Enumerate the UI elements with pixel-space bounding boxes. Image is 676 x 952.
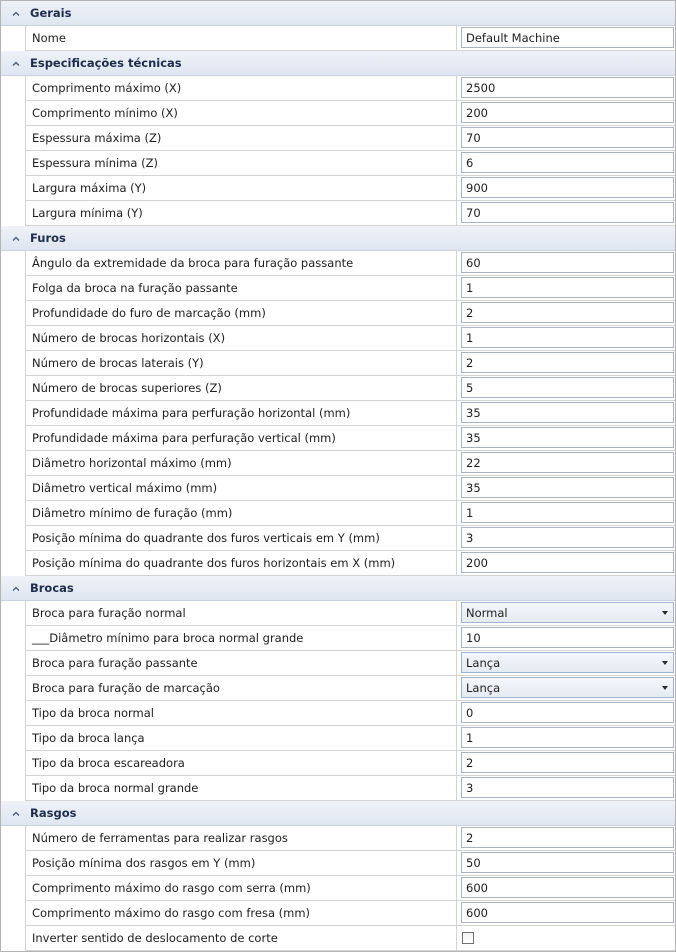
property-row [1, 351, 675, 376]
property-row [1, 151, 675, 176]
row-gutter [1, 926, 25, 951]
property-row [1, 76, 675, 101]
property-value-cell [457, 826, 675, 851]
property-value-cell [457, 601, 675, 626]
property-value-cell [457, 526, 675, 551]
row-gutter [1, 451, 25, 476]
property-name: Inverter sentido de deslocamento de corte [25, 926, 457, 951]
property-row [1, 201, 675, 226]
property-row [1, 176, 675, 201]
property-name: Posição mínima dos rasgos em Y (mm) [25, 851, 457, 876]
row-gutter [1, 201, 25, 226]
property-name: Número de brocas horizontais (X) [25, 326, 457, 351]
property-row [1, 501, 675, 526]
property-value-input[interactable]: 3 [461, 777, 674, 798]
property-row [1, 751, 675, 776]
property-value-cell [457, 26, 675, 51]
property-row [1, 476, 675, 501]
property-value-input[interactable]: 35 [461, 402, 674, 423]
property-value-cell [457, 251, 675, 276]
row-gutter [1, 876, 25, 901]
property-name: Broca para furação normal [25, 601, 457, 626]
property-value-input[interactable]: 1 [461, 277, 674, 298]
property-value-input[interactable]: 600 [461, 902, 674, 923]
property-name: Largura máxima (Y) [25, 176, 457, 201]
property-value-input[interactable]: 70 [461, 127, 674, 148]
property-row [1, 851, 675, 876]
row-gutter [1, 376, 25, 401]
property-name: Ângulo da extremidade da broca para furação passante [25, 251, 457, 276]
property-name: Folga da broca na furação passante [25, 276, 457, 301]
property-name: Posição mínima do quadrante dos furos horizontais em X (mm) [25, 551, 457, 576]
property-name: ___Diâmetro mínimo para broca normal grande [25, 626, 457, 651]
row-gutter [1, 301, 25, 326]
row-gutter [1, 26, 25, 51]
property-row [1, 376, 675, 401]
property-name: Broca para furação de marcação [25, 676, 457, 701]
property-name: Profundidade do furo de marcação (mm) [25, 301, 457, 326]
row-gutter [1, 101, 25, 126]
property-value-cell [457, 851, 675, 876]
property-value-input[interactable]: 60 [461, 252, 674, 273]
row-gutter [1, 826, 25, 851]
dropdown-value: Normal [466, 606, 508, 620]
property-value-cell [457, 401, 675, 426]
property-value-cell [457, 101, 675, 126]
property-value-input[interactable]: 200 [461, 552, 674, 573]
property-row [1, 451, 675, 476]
chevron-down-icon[interactable] [662, 661, 668, 665]
property-value-input[interactable]: Default Machine [461, 27, 674, 48]
property-name: Comprimento máximo do rasgo com serra (mm) [25, 876, 457, 901]
property-row [1, 876, 675, 901]
property-value-input[interactable]: 0 [461, 702, 674, 723]
property-value-input[interactable]: 2 [461, 827, 674, 848]
property-value-cell [457, 276, 675, 301]
property-value-cell [457, 901, 675, 926]
row-gutter [1, 351, 25, 376]
collapse-chevron-icon[interactable] [11, 233, 21, 243]
property-row [1, 926, 675, 951]
property-name: Nome [25, 26, 457, 51]
property-value-input[interactable]: 200 [461, 102, 674, 123]
property-row [1, 276, 675, 301]
property-value-input[interactable]: 35 [461, 427, 674, 448]
row-gutter [1, 601, 25, 626]
property-name: Profundidade máxima para perfuração vertical (mm) [25, 426, 457, 451]
property-value-input[interactable]: 1 [461, 727, 674, 748]
property-name: Tipo da broca normal [25, 701, 457, 726]
dropdown-value: Lança [466, 656, 501, 670]
property-dropdown[interactable] [461, 677, 674, 698]
property-name: Espessura mínima (Z) [25, 151, 457, 176]
property-value-cell [457, 651, 675, 676]
property-row [1, 676, 675, 701]
property-name: Diâmetro horizontal máximo (mm) [25, 451, 457, 476]
property-name: Broca para furação passante [25, 651, 457, 676]
row-gutter [1, 551, 25, 576]
property-value-cell [457, 776, 675, 801]
property-dropdown[interactable] [461, 652, 674, 673]
row-gutter [1, 326, 25, 351]
property-value-cell [457, 151, 675, 176]
row-gutter [1, 851, 25, 876]
row-gutter [1, 476, 25, 501]
property-name: Comprimento máximo (X) [25, 76, 457, 101]
category-header-gerais[interactable] [1, 1, 675, 26]
category-title: Brocas [30, 581, 74, 595]
property-row [1, 601, 675, 626]
property-value-cell [457, 376, 675, 401]
row-gutter [1, 701, 25, 726]
property-row [1, 551, 675, 576]
property-value-cell [457, 351, 675, 376]
property-value-input[interactable]: 50 [461, 852, 674, 873]
row-gutter [1, 676, 25, 701]
property-row [1, 726, 675, 751]
property-name: Número de brocas superiores (Z) [25, 376, 457, 401]
property-value-input[interactable]: 600 [461, 877, 674, 898]
property-value-cell [457, 501, 675, 526]
property-value-cell [457, 726, 675, 751]
row-gutter [1, 901, 25, 926]
property-value-input[interactable]: 1 [461, 502, 674, 523]
property-checkbox[interactable] [462, 932, 474, 944]
category-header-furos[interactable] [1, 226, 675, 251]
property-name: Tipo da broca escareadora [25, 751, 457, 776]
collapse-chevron-icon[interactable] [11, 8, 21, 18]
property-value-input[interactable]: 2 [461, 752, 674, 773]
property-row [1, 526, 675, 551]
row-gutter [1, 251, 25, 276]
property-name: Diâmetro mínimo de furação (mm) [25, 501, 457, 526]
property-value-input[interactable]: 1 [461, 327, 674, 348]
property-value-input[interactable]: 6 [461, 152, 674, 173]
property-value-input[interactable]: 3 [461, 527, 674, 548]
property-value-cell [457, 626, 675, 651]
property-value-cell [457, 176, 675, 201]
property-value-input[interactable]: 10 [461, 627, 674, 648]
property-value-cell [457, 751, 675, 776]
property-value-input[interactable]: 70 [461, 202, 674, 223]
property-value-cell [457, 326, 675, 351]
category-title: Especificações técnicas [30, 56, 182, 70]
property-name: Profundidade máxima para perfuração horizontal (mm) [25, 401, 457, 426]
row-gutter [1, 401, 25, 426]
property-value-cell [457, 551, 675, 576]
category-header-especificacoes-tecnicas[interactable] [1, 51, 675, 76]
property-value-input[interactable]: 2 [461, 352, 674, 373]
property-name: Posição mínima do quadrante dos furos verticais em Y (mm) [25, 526, 457, 551]
property-row [1, 101, 675, 126]
row-gutter [1, 626, 25, 651]
property-value-cell [457, 426, 675, 451]
chevron-down-icon[interactable] [662, 686, 668, 690]
chevron-down-icon[interactable] [662, 611, 668, 615]
row-gutter [1, 776, 25, 801]
property-value-cell [457, 301, 675, 326]
row-gutter [1, 751, 25, 776]
property-name: Número de brocas laterais (Y) [25, 351, 457, 376]
row-gutter [1, 176, 25, 201]
category-title: Rasgos [30, 806, 77, 820]
property-value-input[interactable]: 2500 [461, 77, 674, 98]
collapse-chevron-icon[interactable] [11, 583, 21, 593]
property-row [1, 26, 675, 51]
property-value-input[interactable]: 2 [461, 302, 674, 323]
dropdown-value: Lança [466, 681, 501, 695]
category-title: Furos [30, 231, 66, 245]
row-gutter [1, 426, 25, 451]
property-value-cell [457, 201, 675, 226]
property-row [1, 901, 675, 926]
property-value-cell [457, 476, 675, 501]
row-gutter [1, 501, 25, 526]
row-gutter [1, 726, 25, 751]
category-header-brocas[interactable] [1, 576, 675, 601]
property-row [1, 251, 675, 276]
row-gutter [1, 76, 25, 101]
property-row [1, 426, 675, 451]
property-row [1, 626, 675, 651]
property-value-cell [457, 926, 675, 951]
row-gutter [1, 276, 25, 301]
property-value-cell [457, 701, 675, 726]
row-gutter [1, 151, 25, 176]
property-value-cell [457, 451, 675, 476]
row-gutter [1, 651, 25, 676]
property-value-cell [457, 76, 675, 101]
collapse-chevron-icon[interactable] [11, 58, 21, 68]
property-value-input[interactable]: 5 [461, 377, 674, 398]
property-name: Tipo da broca lança [25, 726, 457, 751]
property-dropdown[interactable] [461, 602, 674, 623]
property-value-cell [457, 126, 675, 151]
property-row [1, 776, 675, 801]
property-value-cell [457, 676, 675, 701]
property-value-input[interactable]: 900 [461, 177, 674, 198]
category-header-rasgos[interactable] [1, 801, 675, 826]
property-value-input[interactable]: 35 [461, 477, 674, 498]
row-gutter [1, 526, 25, 551]
property-row [1, 401, 675, 426]
property-name: Número de ferramentas para realizar rasgos [25, 826, 457, 851]
property-name: Tipo da broca normal grande [25, 776, 457, 801]
property-value-cell [457, 876, 675, 901]
property-row [1, 651, 675, 676]
property-row [1, 826, 675, 851]
row-gutter [1, 126, 25, 151]
property-row [1, 701, 675, 726]
property-name: Comprimento máximo do rasgo com fresa (mm) [25, 901, 457, 926]
property-row [1, 126, 675, 151]
category-title: Gerais [30, 6, 72, 20]
property-row [1, 326, 675, 351]
property-row [1, 301, 675, 326]
collapse-chevron-icon[interactable] [11, 808, 21, 818]
property-name: Largura mínima (Y) [25, 201, 457, 226]
property-value-input[interactable]: 22 [461, 452, 674, 473]
property-name: Espessura máxima (Z) [25, 126, 457, 151]
property-name: Comprimento mínimo (X) [25, 101, 457, 126]
property-name: Diâmetro vertical máximo (mm) [25, 476, 457, 501]
